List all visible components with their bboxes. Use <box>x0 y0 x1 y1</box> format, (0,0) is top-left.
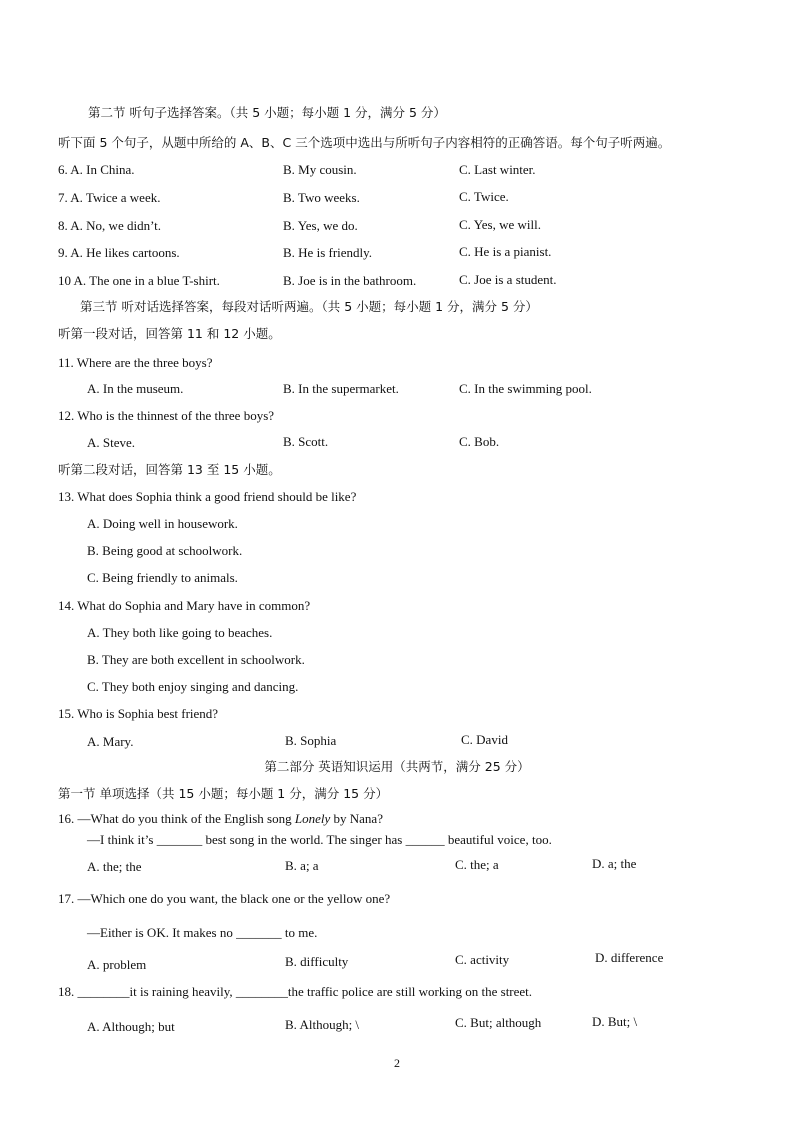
q9-option-c: C. He is a pianist. <box>459 244 552 259</box>
q12-option-c: C. Bob. <box>459 434 500 449</box>
q8-option-a: 8. A. No, we didn’t. <box>58 218 162 233</box>
q16-option-c: C. the; a <box>455 857 499 872</box>
q11-option-b: B. In the supermarket. <box>283 381 399 396</box>
q16-stem-line2: —I think it’s _______ best song in the world. The singer has ______ beautiful voice, too. <box>87 832 552 847</box>
q16-stem-pre: 16. —What do you think of the English song <box>58 811 295 826</box>
q16-stem-post: by Nana? <box>330 811 383 826</box>
q10-option-a: 10 A. The one in a blue T-shirt. <box>58 273 220 288</box>
q13-option-c: C. Being friendly to animals. <box>87 570 238 585</box>
q6-option-b: B. My cousin. <box>283 162 357 177</box>
q15-option-c: C. David <box>461 732 508 747</box>
q17-option-b: B. difficulty <box>285 954 349 969</box>
q14-stem: 14. What do Sophia and Mary have in common? <box>58 598 311 613</box>
q9-option-a: 9. A. He likes cartoons. <box>58 245 180 260</box>
dialogue1-instructions: 听第一段对话，回答第 11 和 12 小题。 <box>58 326 281 341</box>
dialogue2-instructions: 听第二段对话，回答第 13 至 15 小题。 <box>58 462 281 477</box>
q17-option-a: A. problem <box>87 957 147 972</box>
q10-option-c: C. Joe is a student. <box>459 272 557 287</box>
q7-option-b: B. Two weeks. <box>283 190 360 205</box>
q14-option-b: B. They are both excellent in schoolwork. <box>87 652 305 667</box>
q12-option-b: B. Scott. <box>283 434 329 449</box>
q7-option-c: C. Twice. <box>459 189 509 204</box>
q17-stem-line1: 17. —Which one do you want, the black one or the yellow one? <box>58 891 391 906</box>
q8-option-c: C. Yes, we will. <box>459 217 541 232</box>
q11-option-a: A. In the museum. <box>87 381 184 396</box>
q15-stem: 15. Who is Sophia best friend? <box>58 706 219 721</box>
q12-stem: 12. Who is the thinnest of the three boys? <box>58 408 275 423</box>
q6-option-c: C. Last winter. <box>459 162 536 177</box>
q11-option-c: C. In the swimming pool. <box>459 381 592 396</box>
q8-option-b: B. Yes, we do. <box>283 218 358 233</box>
q18-option-a: A. Although; but <box>87 1019 175 1034</box>
part2-title: 第二部分 英语知识运用（共两节，满分 25 分） <box>264 759 530 774</box>
section3-title: 第三节 听对话选择答案，每段对话听两遍。（共 5 小题；每小题 1 分，满分 5 分） <box>80 299 538 314</box>
q13-option-b: B. Being good at schoolwork. <box>87 543 243 558</box>
section2-title: 第二节 听句子选择答案。（共 5 小题；每小题 1 分，满分 5 分） <box>88 105 446 120</box>
q17-option-c: C. activity <box>455 952 510 967</box>
q16-option-a: A. the; the <box>87 859 142 874</box>
q14-option-c: C. They both enjoy singing and dancing. <box>87 679 299 694</box>
section2-instructions: 听下面 5 个句子，从题中所给的 A、B、C 三个选项中选出与所听句子内容相符的正确答语。每个句子听两遍。 <box>58 135 671 150</box>
q10-option-b: B. Joe is in the bathroom. <box>283 273 417 288</box>
q9-option-b: B. He is friendly. <box>283 245 373 260</box>
q18-option-b: B. Although; \ <box>285 1017 360 1032</box>
q15-option-a: A. Mary. <box>87 734 134 749</box>
q13-stem: 13. What does Sophia think a good friend should be like? <box>58 489 357 504</box>
q18-option-c: C. But; although <box>455 1015 542 1030</box>
q17-option-d: D. difference <box>595 950 664 965</box>
q18-option-d: D. But; \ <box>592 1014 638 1029</box>
q18-stem-line1: 18. ________it is raining heavily, ________the traffic police are still working on the street. <box>58 984 533 999</box>
q16-option-b: B. a; a <box>285 858 319 873</box>
q7-option-a: 7. A. Twice a week. <box>58 190 161 205</box>
page-number: 2 <box>394 1056 400 1070</box>
q16-stem-line1 <box>58 811 383 827</box>
q11-stem: 11. Where are the three boys? <box>58 355 213 370</box>
q12-option-a: A. Steve. <box>87 435 136 450</box>
q16-option-d: D. a; the <box>592 856 637 871</box>
q6-option-a: 6. A. In China. <box>58 162 135 177</box>
part2-section1-title: 第一节 单项选择（共 15 小题；每小题 1 分，满分 15 分） <box>58 786 389 801</box>
q17-stem-line2: —Either is OK. It makes no _______ to me. <box>87 925 318 940</box>
q16-song-title: Lonely <box>294 811 331 826</box>
q15-option-b: B. Sophia <box>285 733 337 748</box>
q13-option-a: A. Doing well in housework. <box>87 516 238 531</box>
q14-option-a: A. They both like going to beaches. <box>87 625 273 640</box>
